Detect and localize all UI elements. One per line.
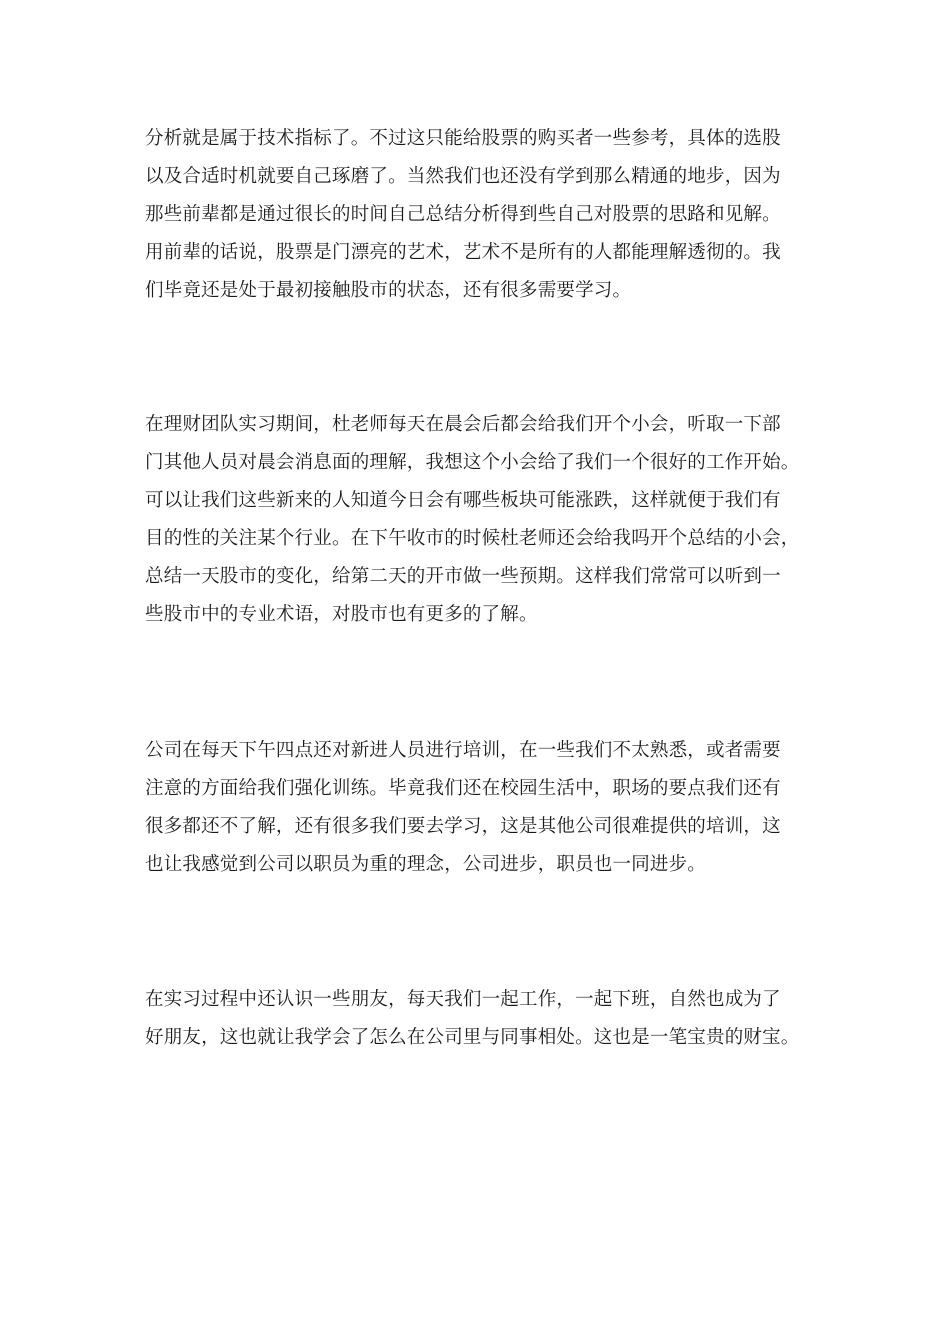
text-line: 门其他人员对晨会消息面的理解，我想这个小会给了我们一个很好的工作开始。	[145, 452, 800, 473]
text-line: 总结一天股市的变化，给第二天的开市做一些预期。这样我们常常可以听到一	[145, 566, 781, 587]
text-line: 那些前辈都是通过很长的时间自己总结分析得到些自己对股票的思路和见解。	[145, 204, 781, 225]
text-line: 些股市中的专业术语，对股市也有更多的了解。	[145, 604, 538, 625]
text-line: 公司在每天下午四点还对新进人员进行培训，在一些我们不太熟悉，或者需要	[145, 740, 781, 761]
paragraph-training	[145, 732, 835, 884]
text-line: 在理财团队实习期间，杜老师每天在晨会后都会给我们开个小会，听取一下部	[145, 414, 781, 435]
text-line: 目的性的关注某个行业。在下午收市的时候杜老师还会给我吗开个总结的小会，	[145, 528, 800, 549]
text-line: 用前辈的话说，股票是门漂亮的艺术，艺术不是所有的人都能理解透彻的。我	[145, 242, 781, 263]
text-line: 可以让我们这些新来的人知道今日会有哪些板块可能涨跌，这样就便于我们有	[145, 490, 781, 511]
text-line: 好朋友，这也就让我学会了怎么在公司里与同事相处。这也是一笔宝贵的财宝。	[145, 1027, 800, 1048]
text-line: 们毕竟还是处于最初接触股市的状态，还有很多需要学习。	[145, 280, 632, 301]
text-line: 分析就是属于技术指标了。不过这只能给股票的购买者一些参考，具体的选股	[145, 128, 781, 149]
text-line: 注意的方面给我们强化训练。毕竟我们还在校园生活中，职场的要点我们还有	[145, 778, 781, 799]
text-line: 以及合适时机就要自己琢磨了。当然我们也还没有学到那么精通的地步，因为	[145, 166, 781, 187]
text-line: 也让我感觉到公司以职员为重的理念，公司进步，职员也一同进步。	[145, 854, 707, 875]
paragraph-team-meetings	[145, 406, 835, 634]
text-line: 在实习过程中还认识一些朋友，每天我们一起工作，一起下班，自然也成为了	[145, 989, 781, 1010]
paragraph-technical-analysis	[145, 120, 835, 310]
paragraph-friends	[145, 981, 835, 1057]
text-line: 很多都还不了解，还有很多我们要去学习，这是其他公司很难提供的培训，这	[145, 816, 781, 837]
